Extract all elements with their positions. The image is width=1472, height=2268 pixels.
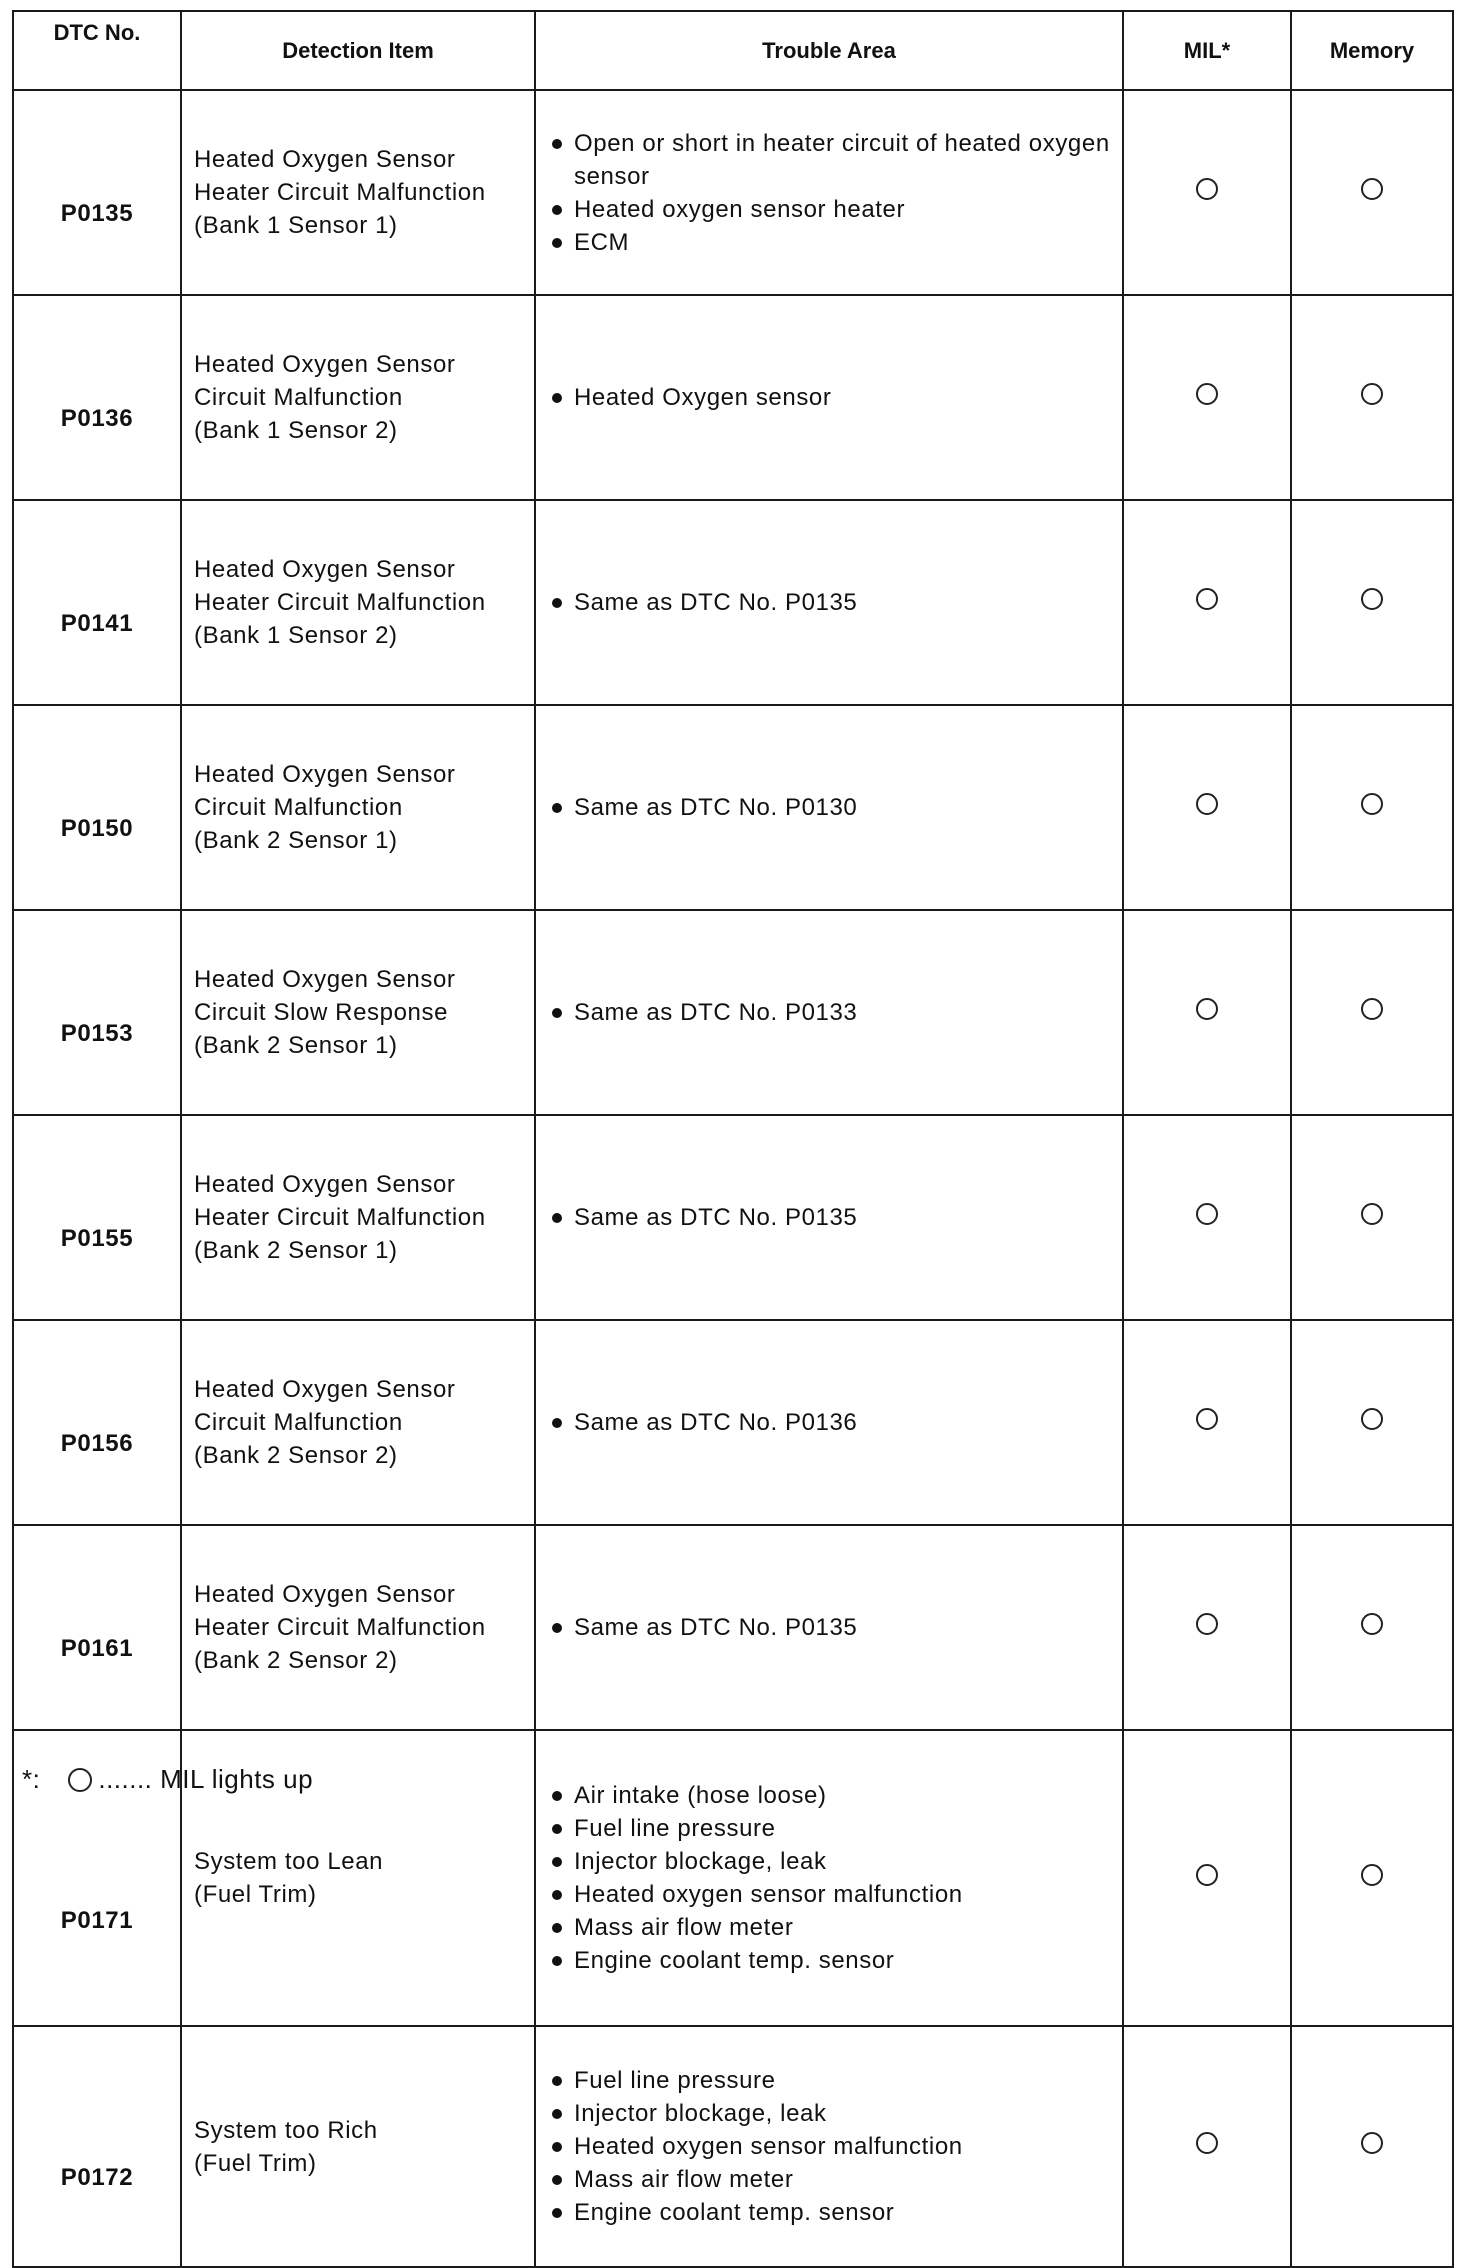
mil-cell xyxy=(1123,1320,1291,1525)
circle-icon xyxy=(1361,1864,1383,1886)
circle-icon xyxy=(1196,1864,1218,1886)
detection-item-line: (Bank 1 Sensor 1) xyxy=(194,212,398,239)
table-row xyxy=(13,295,1453,500)
table-header-row xyxy=(13,11,1453,90)
trouble-area-list xyxy=(548,586,1116,619)
circle-icon xyxy=(1196,1613,1218,1635)
trouble-area-list xyxy=(548,1611,1116,1644)
trouble-area-item: Mass air flow meter xyxy=(548,1911,1116,1944)
detection-item xyxy=(181,705,535,910)
detection-item xyxy=(181,295,535,500)
detection-item xyxy=(181,500,535,705)
circle-icon xyxy=(1361,178,1383,200)
trouble-area-item: Same as DTC No. P0135 xyxy=(548,1611,1116,1644)
trouble-area xyxy=(535,90,1123,295)
trouble-area-list xyxy=(548,381,1116,414)
detection-item xyxy=(181,1320,535,1525)
detection-item-line: (Bank 2 Sensor 2) xyxy=(194,1442,398,1469)
trouble-area xyxy=(535,1320,1123,1525)
trouble-area-item: Engine coolant temp. sensor xyxy=(548,2196,1116,2229)
detection-item-line: Circuit Slow Response xyxy=(194,999,449,1026)
detection-item-line: Heated Oxygen Sensor xyxy=(194,966,456,993)
detection-item-line: Heated Oxygen Sensor xyxy=(194,761,456,788)
circle-icon xyxy=(1196,178,1218,200)
trouble-area-item: Same as DTC No. P0130 xyxy=(548,791,1116,824)
footnote xyxy=(22,1764,313,1795)
trouble-area-item: Heated oxygen sensor malfunction xyxy=(548,1878,1116,1911)
circle-icon xyxy=(1196,793,1218,815)
circle-icon xyxy=(1361,2132,1383,2154)
table-row xyxy=(13,910,1453,1115)
dtc-code: P0161 xyxy=(13,1525,181,1730)
header-trouble-area: Trouble Area xyxy=(535,11,1123,90)
dtc-code: P0135 xyxy=(13,90,181,295)
trouble-area-list xyxy=(548,996,1116,1029)
table-row xyxy=(13,90,1453,295)
detection-item xyxy=(181,910,535,1115)
table-body xyxy=(13,90,1453,2267)
trouble-area-list xyxy=(548,127,1116,259)
circle-icon xyxy=(1361,793,1383,815)
detection-item-line: Heated Oxygen Sensor xyxy=(194,556,456,583)
detection-item-line: (Bank 2 Sensor 1) xyxy=(194,1237,398,1264)
trouble-area xyxy=(535,705,1123,910)
footnote-marker: *: xyxy=(22,1764,41,1794)
trouble-area-item: Fuel line pressure xyxy=(548,1812,1116,1845)
trouble-area-item: Heated oxygen sensor malfunction xyxy=(548,2130,1116,2163)
detection-item-line: Circuit Malfunction xyxy=(194,384,403,411)
detection-item xyxy=(181,1115,535,1320)
memory-cell xyxy=(1291,500,1453,705)
trouble-area xyxy=(535,295,1123,500)
mil-cell xyxy=(1123,90,1291,295)
trouble-area xyxy=(535,1730,1123,2026)
detection-item-line: (Bank 1 Sensor 2) xyxy=(194,417,398,444)
detection-item-line: Circuit Malfunction xyxy=(194,794,403,821)
mil-cell xyxy=(1123,500,1291,705)
trouble-area-item: Open or short in heater circuit of heated oxygen sensor xyxy=(548,127,1116,193)
dtc-code: P0153 xyxy=(13,910,181,1115)
circle-icon xyxy=(1361,1408,1383,1430)
detection-item-line: (Bank 2 Sensor 1) xyxy=(194,827,398,854)
circle-icon xyxy=(1196,588,1218,610)
trouble-area-item: Injector blockage, leak xyxy=(548,2097,1116,2130)
trouble-area-item: Mass air flow meter xyxy=(548,2163,1116,2196)
memory-cell xyxy=(1291,295,1453,500)
trouble-area-list xyxy=(548,1779,1116,1977)
dtc-code: P0171 xyxy=(13,1730,181,2026)
detection-item-line: Heater Circuit Malfunction xyxy=(194,1204,486,1231)
memory-cell xyxy=(1291,2026,1453,2267)
circle-icon xyxy=(1196,2132,1218,2154)
trouble-area-item: Injector blockage, leak xyxy=(548,1845,1116,1878)
detection-item-line: (Bank 1 Sensor 2) xyxy=(194,622,398,649)
memory-cell xyxy=(1291,1320,1453,1525)
trouble-area-item: Heated oxygen sensor heater xyxy=(548,193,1116,226)
trouble-area-item: Fuel line pressure xyxy=(548,2064,1116,2097)
header-detection-item: Detection Item xyxy=(181,11,535,90)
dtc-code: P0150 xyxy=(13,705,181,910)
circle-icon xyxy=(1361,588,1383,610)
table-row xyxy=(13,500,1453,705)
circle-icon xyxy=(1361,1613,1383,1635)
mil-cell xyxy=(1123,1115,1291,1320)
mil-cell xyxy=(1123,705,1291,910)
trouble-area-item: Same as DTC No. P0133 xyxy=(548,996,1116,1029)
mil-cell xyxy=(1123,910,1291,1115)
trouble-area xyxy=(535,1525,1123,1730)
trouble-area-item: Same as DTC No. P0136 xyxy=(548,1406,1116,1439)
trouble-area xyxy=(535,910,1123,1115)
detection-item-line: (Bank 2 Sensor 2) xyxy=(194,1647,398,1674)
detection-item-line: Heated Oxygen Sensor xyxy=(194,146,456,173)
circle-icon xyxy=(1361,998,1383,1020)
detection-item-line: Heated Oxygen Sensor xyxy=(194,351,456,378)
detection-item-line: (Bank 2 Sensor 1) xyxy=(194,1032,398,1059)
detection-item-line: System too Lean xyxy=(194,1848,384,1875)
footnote-text: ....... MIL lights up xyxy=(98,1764,314,1794)
dtc-page xyxy=(12,10,1458,2268)
detection-item xyxy=(181,1525,535,1730)
mil-cell xyxy=(1123,2026,1291,2267)
circle-icon xyxy=(1361,1203,1383,1225)
circle-icon xyxy=(1196,1408,1218,1430)
memory-cell xyxy=(1291,910,1453,1115)
trouble-area-item: Heated Oxygen sensor xyxy=(548,381,1116,414)
trouble-area-item: Same as DTC No. P0135 xyxy=(548,1201,1116,1234)
trouble-area-list xyxy=(548,2064,1116,2229)
detection-item-line: Heater Circuit Malfunction xyxy=(194,1614,486,1641)
trouble-area-item: Engine coolant temp. sensor xyxy=(548,1944,1116,1977)
trouble-area xyxy=(535,500,1123,705)
dtc-code: P0172 xyxy=(13,2026,181,2267)
detection-item-line: Circuit Malfunction xyxy=(194,1409,403,1436)
trouble-area-list xyxy=(548,791,1116,824)
trouble-area-item: ECM xyxy=(548,226,1116,259)
dtc-code: P0141 xyxy=(13,500,181,705)
trouble-area-item: Air intake (hose loose) xyxy=(548,1779,1116,1812)
memory-cell xyxy=(1291,1525,1453,1730)
memory-cell xyxy=(1291,1730,1453,2026)
detection-item-line: (Fuel Trim) xyxy=(194,2149,317,2177)
detection-item-line: System too Rich xyxy=(194,2116,378,2144)
memory-cell xyxy=(1291,1115,1453,1320)
circle-icon xyxy=(1196,998,1218,1020)
trouble-area-list xyxy=(548,1406,1116,1439)
detection-item xyxy=(181,2026,535,2267)
circle-icon xyxy=(1196,383,1218,405)
trouble-area-item: Same as DTC No. P0135 xyxy=(548,586,1116,619)
table-row xyxy=(13,1320,1453,1525)
header-mil: MIL* xyxy=(1123,11,1291,90)
detection-item-line: Heated Oxygen Sensor xyxy=(194,1171,456,1198)
memory-cell xyxy=(1291,90,1453,295)
dtc-table xyxy=(12,10,1454,2268)
circle-icon xyxy=(1196,1203,1218,1225)
dtc-code: P0156 xyxy=(13,1320,181,1525)
detection-item xyxy=(181,90,535,295)
trouble-area xyxy=(535,2026,1123,2267)
dtc-code: P0155 xyxy=(13,1115,181,1320)
header-dtc-no: DTC No. xyxy=(13,11,181,90)
detection-item-line: Heated Oxygen Sensor xyxy=(194,1376,456,1403)
detection-item-line: (Fuel Trim) xyxy=(194,1881,317,1908)
header-memory: Memory xyxy=(1291,11,1453,90)
memory-cell xyxy=(1291,705,1453,910)
circle-icon xyxy=(1361,383,1383,405)
mil-cell xyxy=(1123,1525,1291,1730)
table-row xyxy=(13,1115,1453,1320)
trouble-area-list xyxy=(548,1201,1116,1234)
detection-item-line: Heater Circuit Malfunction xyxy=(194,179,486,206)
trouble-area xyxy=(535,1115,1123,1320)
circle-icon xyxy=(68,1768,92,1792)
table-row xyxy=(13,1525,1453,1730)
mil-cell xyxy=(1123,295,1291,500)
table-row xyxy=(13,705,1453,910)
detection-item-line: Heater Circuit Malfunction xyxy=(194,589,486,616)
mil-cell xyxy=(1123,1730,1291,2026)
table-row xyxy=(13,2026,1453,2267)
detection-item-line: Heated Oxygen Sensor xyxy=(194,1581,456,1608)
dtc-code: P0136 xyxy=(13,295,181,500)
